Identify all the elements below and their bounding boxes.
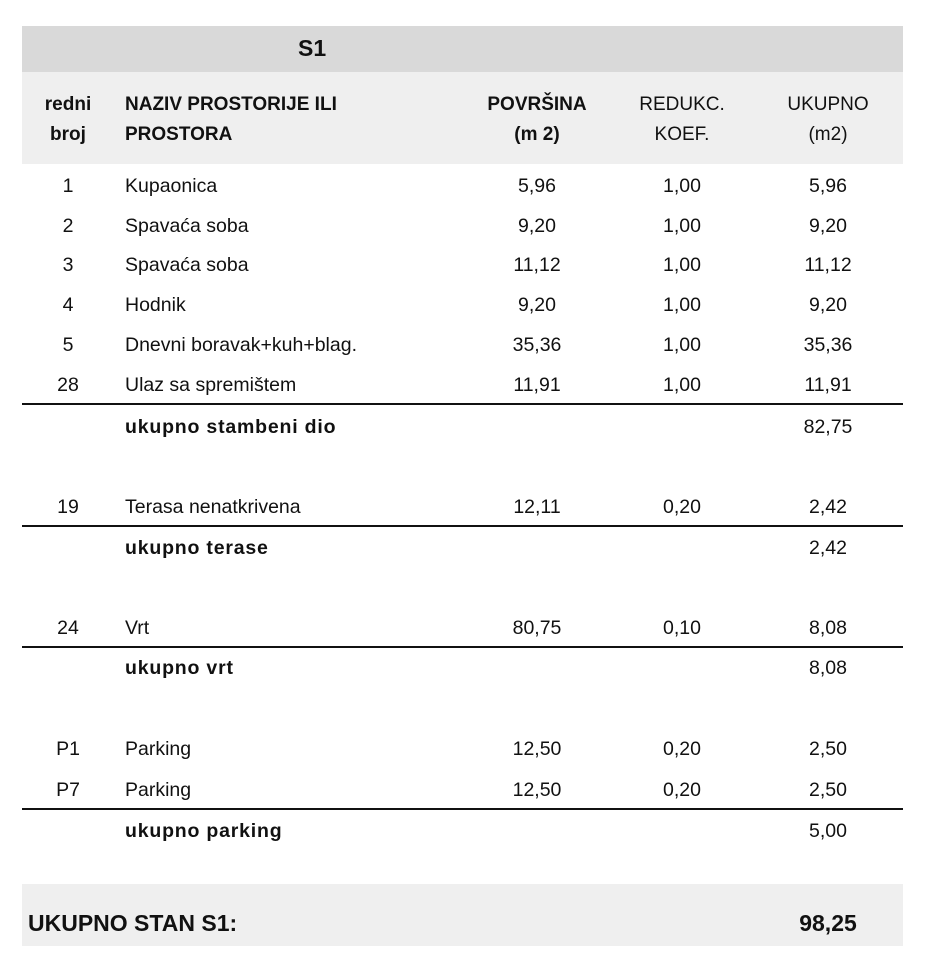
table-row: P1 Parking 12,50 0,20 2,50 [56,738,847,760]
header-name: NAZIV PROSTORIJE ILI PROSTORA [125,94,337,145]
subtotal-divider [22,808,903,810]
subtotal-row: ukupno stambeni dio 82,75 [125,416,853,438]
subtotal-row: ukupno terase 2,42 [125,537,847,559]
header-area: POVRŠINA (m 2) [487,94,587,145]
table-row: 5 Dnevni boravak+kuh+blag. 35,36 1,00 35,36 [62,334,853,356]
table-row: 28 Ulaz sa spremištem 11,91 1,00 11,91 [57,374,852,396]
subtotal-row: ukupno parking 5,00 [125,820,847,842]
table-row: 19 Terasa nenatkrivena 12,11 0,20 2,42 [57,496,847,518]
table-row: 1 Kupaonica 5,96 1,00 5,96 [62,175,847,197]
table-row: 2 Spavaća soba 9,20 1,00 9,20 [62,215,847,237]
grand-total-value: 98,25 [799,910,857,936]
table-title-band [22,26,903,72]
subtotal-row: ukupno vrt 8,08 [125,657,847,679]
table-title: S1 [298,35,327,61]
table-row: 4 Hodnik 9,20 1,00 9,20 [62,294,847,316]
table-row: 3 Spavaća soba 11,12 1,00 11,12 [62,254,852,276]
grand-total-label: UKUPNO STAN S1: [28,910,238,936]
header-no: redni broj [44,94,92,145]
table-header [22,72,903,164]
subtotal-divider [22,403,903,405]
subtotal-divider [22,525,903,527]
area-table [22,26,903,946]
header-total: UKUPNO (m2) [787,94,869,145]
table-row: P7 Parking 12,50 0,20 2,50 [56,779,847,801]
grand-total-row [22,884,903,946]
header-koef: REDUKC. KOEF. [639,94,725,145]
table-row: 24 Vrt 80,75 0,10 8,08 [57,617,847,639]
